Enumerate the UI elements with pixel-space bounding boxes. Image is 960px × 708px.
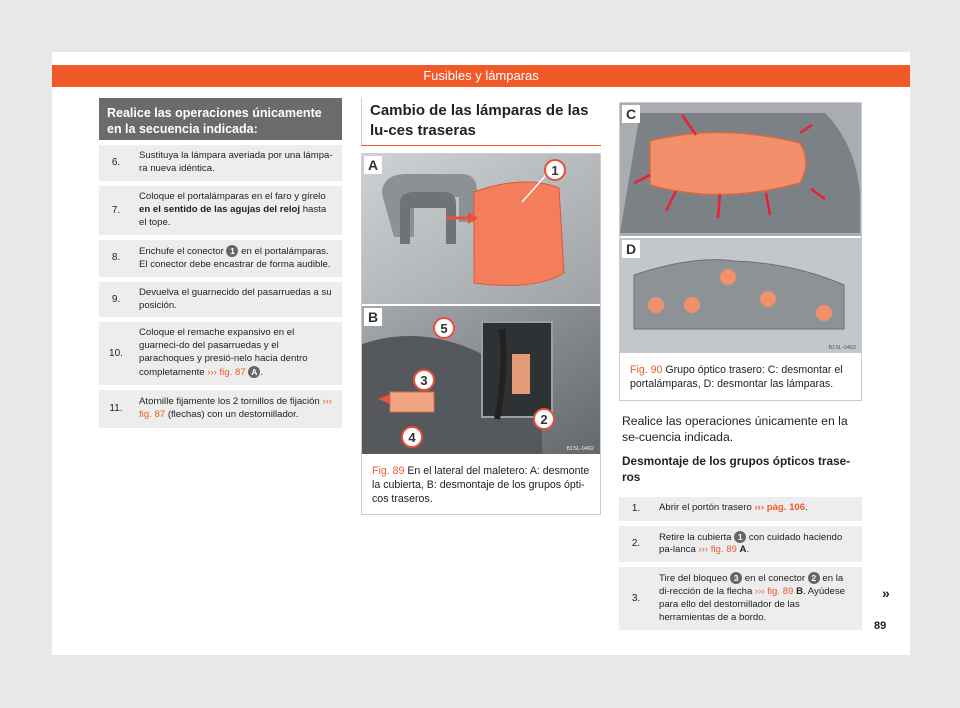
step-number: 8. (99, 237, 133, 279)
lamp-holder-highlight (650, 132, 806, 194)
step-text: Sustituya la lámpara averiada por una lámpa-ra nueva idéntica. (133, 143, 342, 184)
figure-code: B1SL-0462 (566, 446, 594, 452)
step-row (99, 237, 342, 279)
step-text: Atornille fijamente los 2 tornillos de fijación ››› fig. 87 (flechas) con un destornillador. (133, 388, 342, 428)
callout-badge: 1 (226, 245, 238, 257)
step-number: 3. (619, 565, 653, 630)
section-header: Fusibles y lámparas (52, 65, 910, 87)
step-text: Abrir el portón trasero ››› pág. 106. (653, 495, 862, 524)
step-text: Coloque el remache expansivo en el guarneci-do del pasarruedas y el parachoques y presió-nelo hacia dentro completamente ››› fig. 87 A . (133, 320, 342, 388)
steps-table (99, 140, 342, 428)
figure-caption: Fig. 89 En el lateral del maletero: A: desmonte la cubierta, B: desmontaje de los grupos ópti-cos traseros. (372, 465, 590, 505)
step-row (99, 279, 342, 320)
panel-c-label: C (625, 106, 637, 122)
step-number: 2. (619, 523, 653, 565)
figure-link[interactable]: ››› fig. 87 (207, 367, 246, 379)
steps-heading: Realice las operaciones únicamente en la secuencia indicada: (99, 98, 342, 140)
step-text: Coloque el portalámparas en el faro y gírelo en el sentido de las agujas del reloj hasta el tope. (133, 183, 342, 237)
figure-link[interactable]: ››› fig. 89 (698, 544, 737, 556)
step-text: Tire del bloqueo 3 en el conector 2 en la di-rección de la flecha ››› fig. 89 B. Ayúdese para ello del destornillador de las herramientas de a bordo. (653, 565, 862, 630)
figure-89 (361, 153, 601, 515)
page-link[interactable]: ››› pág. 106 (754, 502, 806, 514)
step-text: Retire la cubierta 1 con cuidado haciendo pa-lanca ››› fig. 89 A. (653, 523, 862, 565)
callout-badge: 1 (734, 531, 746, 543)
callout-badge: 3 (730, 572, 742, 584)
figure-90-illustration (620, 103, 861, 353)
callout-4-label: 4 (408, 430, 416, 445)
connector-zoom (390, 392, 434, 412)
figure-caption: Fig. 90 Grupo óptico trasero: C: desmontar el portalámparas, D: desmontar las lámparas. (630, 364, 843, 390)
callout-1-label: 1 (551, 163, 559, 178)
step-text: Enchufe el conector 1 en el portalámparas. El conector debe encastrar de forma audible. (133, 237, 342, 279)
step-row (99, 143, 342, 184)
callout-badge: 2 (808, 572, 820, 584)
left-column (99, 98, 342, 428)
callout-2-label: 2 (540, 412, 548, 427)
connector-highlight (512, 354, 530, 394)
step-row (619, 495, 862, 524)
callout-5-label: 5 (440, 321, 448, 336)
page-number: 89 (874, 620, 887, 632)
step-row (619, 565, 862, 630)
panel-d-label: D (625, 241, 637, 257)
bulb-socket (648, 297, 664, 313)
step-row (99, 183, 342, 237)
step-number: 11. (99, 388, 133, 428)
step-row (99, 320, 342, 388)
step-number: 7. (99, 183, 133, 237)
figure-label: Fig. 90 (630, 364, 663, 376)
bulb-socket (684, 297, 700, 313)
steps-table (619, 492, 862, 630)
figure-90 (619, 102, 862, 401)
bulb-socket (760, 291, 776, 307)
intro-text: Realice las operaciones únicamente en la se-cuencia indicada. (622, 413, 848, 445)
continue-marker: » (882, 585, 890, 601)
panel-a-label: A (367, 157, 379, 173)
step-number: 10. (99, 320, 133, 388)
figure-89-illustration (362, 154, 600, 454)
middle-column (361, 98, 601, 515)
bulb-socket (720, 269, 736, 285)
subheading: Desmontaje de los grupos ópticos trase-ros (622, 454, 851, 485)
bulb-socket (816, 305, 832, 321)
figure-label: Fig. 89 (372, 465, 405, 477)
step-text: Devuelva el guarnecido del pasarruedas a su posición. (133, 279, 342, 320)
panel-b-label: B (367, 309, 379, 325)
step-number: 6. (99, 143, 133, 184)
figure-code: B1SL-0463 (828, 345, 856, 351)
right-column (619, 102, 862, 630)
step-number: 9. (99, 279, 133, 320)
callout-badge: A (248, 366, 260, 378)
figure-link[interactable]: ››› fig. 89 (755, 586, 794, 598)
step-row (99, 388, 342, 428)
section-title: Cambio de las lámparas de las lu-ces traseras (361, 98, 601, 146)
figure-link[interactable]: ››› fig. 87 (139, 396, 333, 420)
cover-highlight (474, 182, 564, 286)
callout-3-label: 3 (420, 373, 428, 388)
step-number: 1. (619, 495, 653, 524)
step-row (619, 523, 862, 565)
manual-page (52, 52, 910, 655)
